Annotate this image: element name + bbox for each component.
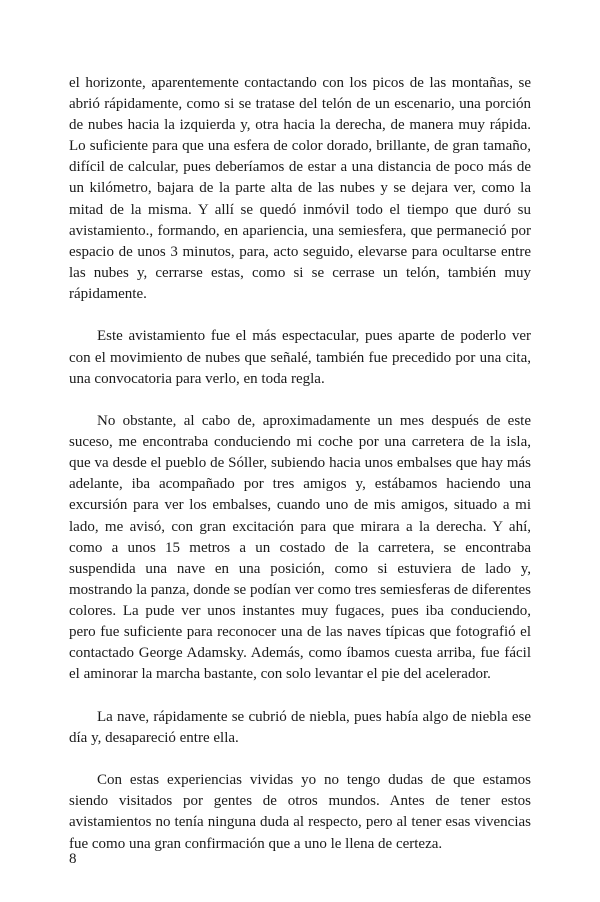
paragraph-continuation: el horizonte, aparentemente contactando con los picos de las montañas, se abrió rápidamente, como si se tratase del telón de un escenario, una porción de nubes hacia la izquierda y, otra hacia la derecha, de manera muy rápida. Lo suficiente para que una esfera de color dorado, brillante, de gran tamaño, difícil de calcular, pues deberíamos de estar a una distancia de poco más de un kilómetro, bajara de la parte alta de las nubes y se dejara ver, como la mitad de la misma. Y allí se quedó inmóvil todo el tiempo que duró su avistamiento., formando, en apariencia, una semiesfera, que permaneció por espacio de unos 3 minutos, para, acto seguido, elevarse para ocultarse entre las nubes y, cerrarse estas, como si se cerrase un telón, también muy rápidamente. <box>69 75 531 302</box>
paragraph: Con estas experiencias vividas yo no tengo dudas de que estamos siendo visitados por gentes de otros mundos. Antes de tener estos avistamientos no tenía ninguna duda al respecto, pero al tener esas vivencias fue como una gran confirmación que a uno le llena de certeza. <box>69 772 531 852</box>
page-number: 8 <box>69 851 77 867</box>
paragraph: No obstante, al cabo de, aproximadamente un mes después de este suceso, me encontraba conduciendo mi coche por una carretera de la isla, que va desde el pueblo de Sóller, subiendo hacia unos embalses que hay más adelante, iba acompañado por tres amigos y, estábamos haciendo una excursión para ver los embalses, cuando uno de mis amigos, situado a mi lado, me avisó, con gran excitación para que mirara a la derecha. Y ahí, como a unos 15 metros a un costado de la carretera, se encontraba suspendida una nave en una posición, como si estuviera de lado y, mostrando la panza, donde se podían ver como tres semiesferas de diferentes colores. La pude ver unos instantes muy fugaces, pues iba conduciendo, pero fue suficiente para reconocer una de las naves típicas que fotografió el contactado George Adamsky. Además, como íbamos cuesta arriba, fue fácil el aminorar la marcha bastante, con solo levantar el pie del acelerador. <box>69 413 531 683</box>
body-text <box>69 73 531 876</box>
paragraph: Este avistamiento fue el más espectacular, pues aparte de poderlo ver con el movimiento de nubes que señalé, también fue precedido por una cita, una convocatoria para verlo, en toda regla. <box>69 328 531 387</box>
paragraph: La nave, rápidamente se cubrió de niebla, pues había algo de niebla ese día y, desapareció entre ella. <box>69 708 531 746</box>
